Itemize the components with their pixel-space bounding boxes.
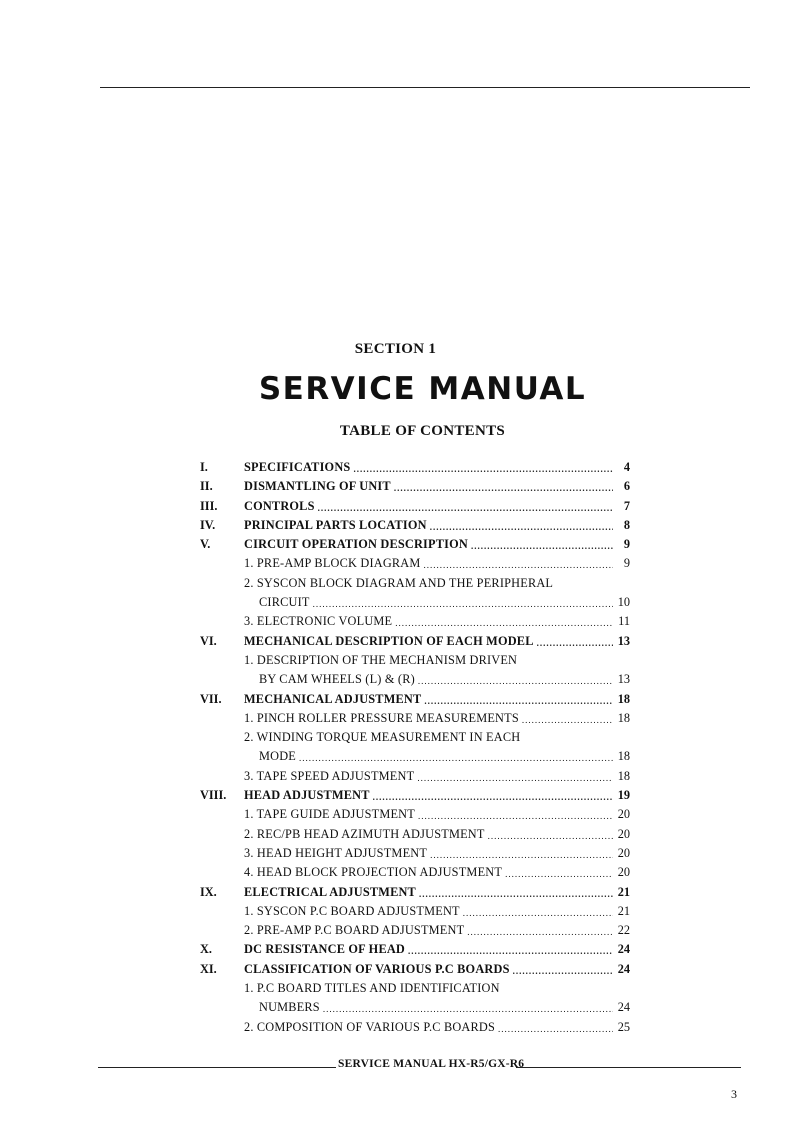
toc-leader-dots [424,556,613,575]
toc-entry-label: CIRCUIT OPERATION DESCRIPTION [244,537,468,552]
toc-entry-number: IV. [200,517,216,532]
toc-entry-label: PRINCIPAL PARTS LOCATION [244,517,427,532]
toc-entry-page: 19 [617,788,630,803]
toc-leader-dots [417,769,613,788]
toc-entry-page: 6 [623,479,630,494]
toc-entry-label: 2. SYSCON BLOCK DIAGRAM AND THE PERIPHERAL [244,575,554,590]
toc-entry [200,479,630,498]
toc-entry-line [244,537,630,556]
toc-entry-label: 1. DESCRIPTION OF THE MECHANISM DRIVEN [244,652,518,667]
toc-entry-line [259,1000,630,1019]
toc-entry-line [244,518,630,537]
table-of-contents [200,460,630,1039]
toc-entry-number: IX. [200,884,217,899]
toc-entry [200,885,630,904]
toc-leader-dots [418,807,613,826]
footer-rule-right [516,1067,741,1068]
toc-entry-line [244,904,630,923]
toc-entry-label: ELECTRICAL ADJUSTMENT [244,884,416,899]
toc-entry-line [244,614,630,633]
section-label: SECTION 1 [354,341,437,357]
toc-entry-page: 9 [623,556,630,571]
toc-entry [200,556,630,575]
toc-entry-page: 18 [617,691,630,706]
toc-entry [200,595,630,614]
toc-leader-dots [522,711,613,730]
toc-leader-dots [313,595,613,614]
toc-entry-label: 1. SYSCON P.C BOARD ADJUSTMENT [244,903,460,918]
toc-entry-label: SPECIFICATIONS [244,460,351,474]
toc-leader-dots [373,788,613,807]
toc-entry [200,653,630,672]
toc-entry-number: X. [200,942,212,957]
toc-entry-label: HEAD ADJUSTMENT [244,788,370,803]
toc-entry-label: 1. PRE-AMP BLOCK DIAGRAM [244,556,421,571]
toc-entry [200,730,630,749]
toc-entry-line [244,807,630,826]
toc-leader-dots [353,460,613,479]
toc-entry-line [244,981,630,996]
toc-entry-line [244,692,630,711]
toc-entry [200,672,630,691]
toc-entry-page: 20 [617,807,630,822]
toc-entry [200,962,630,981]
toc-entry-page: 24 [617,942,630,957]
toc-entry-page: 4 [623,460,630,474]
toc-entry-label: 2. WINDING TORQUE MEASUREMENT IN EACH [244,730,521,745]
toc-entry-number: II. [200,479,213,494]
toc-entry-label: 3. HEAD HEIGHT ADJUSTMENT [244,845,428,860]
toc-entry-number: I. [200,460,208,474]
toc-leader-dots [418,672,613,691]
toc-entry-page: 18 [617,768,630,783]
toc-entry-line [244,846,630,865]
toc-entry-label: 4. HEAD BLOCK PROJECTION ADJUSTMENT [244,865,503,880]
toc-entry-number: VIII. [200,788,227,803]
toc-entry-number: V. [200,537,211,552]
toc-entry [200,923,630,942]
toc-leader-dots [467,923,613,942]
toc-entry [200,634,630,653]
toc-entry-label: NUMBERS [259,1000,320,1015]
page-number: 3 [731,1087,737,1101]
toc-entry-line [244,769,630,788]
toc-entry-page: 13 [617,672,630,687]
toc-entry-label: CIRCUIT [259,595,310,610]
toc-leader-dots [419,885,613,904]
toc-entry [200,749,630,768]
toc-entry-line [244,788,630,807]
toc-entry-line [244,942,630,961]
toc-entry-label: MODE [259,749,297,764]
toc-entry-line [244,576,630,591]
toc-leader-dots [513,962,613,981]
toc-entry-line [244,556,630,575]
toc-entry-line [244,460,630,479]
toc-entry-line [244,923,630,942]
toc-entry [200,576,630,595]
toc-entry [200,769,630,788]
toc-entry-number: III. [200,498,218,513]
toc-entry-label: 1. PINCH ROLLER PRESSURE MEASUREMENTS [244,710,519,725]
toc-entry-line [259,672,630,691]
toc-entry-label: MECHANICAL DESCRIPTION OF EACH MODEL [244,633,534,648]
toc-leader-dots [430,518,613,537]
toc-leader-dots [537,634,613,653]
toc-entry-label: 2. COMPOSITION OF VARIOUS P.C BOARDS [244,1019,496,1034]
toc-entry-page: 21 [617,884,630,899]
toc-entry-label: 1. P.C BOARD TITLES AND IDENTIFICATION [244,981,500,996]
toc-leader-dots [318,499,613,518]
toc-entry [200,981,630,1000]
toc-entry [200,865,630,884]
toc-entry-line [244,885,630,904]
toc-entry [200,711,630,730]
toc-entry [200,692,630,711]
toc-entry-label: DISMANTLING OF UNIT [244,479,391,494]
toc-entry-page: 7 [623,498,630,513]
toc-leader-dots [430,846,613,865]
toc-entry-page: 25 [617,1019,630,1034]
toc-entry-number: VI. [200,633,217,648]
toc-entry [200,788,630,807]
toc-entry-line [244,1020,630,1039]
toc-entry-page: 20 [617,845,630,860]
toc-entry [200,499,630,518]
toc-leader-dots [505,865,613,884]
toc-entry-page: 22 [617,923,630,938]
toc-entry-label: 3. TAPE SPEED ADJUSTMENT [244,768,415,783]
toc-leader-dots [323,1000,613,1019]
toc-entry-page: 24 [617,1000,630,1015]
toc-entry [200,460,630,479]
page-title: SERVICE MANUAL [258,371,587,407]
toc-entry-label: BY CAM WHEELS (L) & (R) [259,672,415,687]
toc-entry-page: 20 [617,826,630,841]
toc-leader-dots [471,537,613,556]
toc-leader-dots [408,942,613,961]
toc-entry-page: 8 [623,517,630,532]
footer-rule-left [98,1067,336,1068]
toc-entry-page: 21 [617,903,630,918]
toc-heading: TABLE OF CONTENTS [339,423,506,439]
toc-leader-dots [463,904,613,923]
toc-leader-dots [424,692,613,711]
toc-entry [200,614,630,633]
toc-entry-label: CONTROLS [244,498,315,513]
toc-entry-line [244,711,630,730]
toc-entry-line [244,962,630,981]
toc-entry-label: 2. PRE-AMP P.C BOARD ADJUSTMENT [244,923,465,938]
toc-entry-line [244,730,630,745]
toc-entry [200,827,630,846]
toc-leader-dots [395,614,613,633]
toc-entry [200,807,630,826]
toc-entry [200,1020,630,1039]
toc-entry-line [244,865,630,884]
toc-entry-page: 18 [617,710,630,725]
toc-entry-page: 13 [617,633,630,648]
toc-entry-page: 9 [623,537,630,552]
toc-entry-label: 1. TAPE GUIDE ADJUSTMENT [244,807,415,822]
toc-entry-line [244,479,630,498]
toc-entry-line [244,827,630,846]
toc-entry [200,846,630,865]
toc-entry-line [244,634,630,653]
toc-entry-line [259,595,630,614]
toc-entry-page: 20 [617,865,630,880]
toc-entry [200,537,630,556]
toc-leader-dots [299,749,613,768]
toc-entry-label: 2. REC/PB HEAD AZIMUTH ADJUSTMENT [244,826,485,841]
toc-entry-page: 18 [617,749,630,764]
toc-entry-line [259,749,630,768]
toc-leader-dots [394,479,613,498]
toc-entry-label: MECHANICAL ADJUSTMENT [244,691,422,706]
toc-leader-dots [488,827,613,846]
toc-entry-label: DC RESISTANCE OF HEAD [244,942,406,957]
toc-entry-label: 3. ELECTRONIC VOLUME [244,614,393,629]
toc-entry-line [244,499,630,518]
toc-entry-page: 11 [618,614,630,629]
toc-entry-label: CLASSIFICATION OF VARIOUS P.C BOARDS [244,961,510,976]
toc-entry [200,1000,630,1019]
toc-entry [200,904,630,923]
top-rule [100,87,750,88]
toc-entry [200,942,630,961]
toc-entry [200,518,630,537]
toc-entry-page: 24 [617,961,630,976]
toc-entry-page: 10 [617,595,630,610]
footer-title: SERVICE MANUAL HX-R5/GX-R6 [338,1058,525,1070]
toc-entry-number: VII. [200,691,222,706]
toc-leader-dots [498,1020,613,1039]
toc-entry-line [244,653,630,668]
toc-entry-number: XI. [200,961,217,976]
